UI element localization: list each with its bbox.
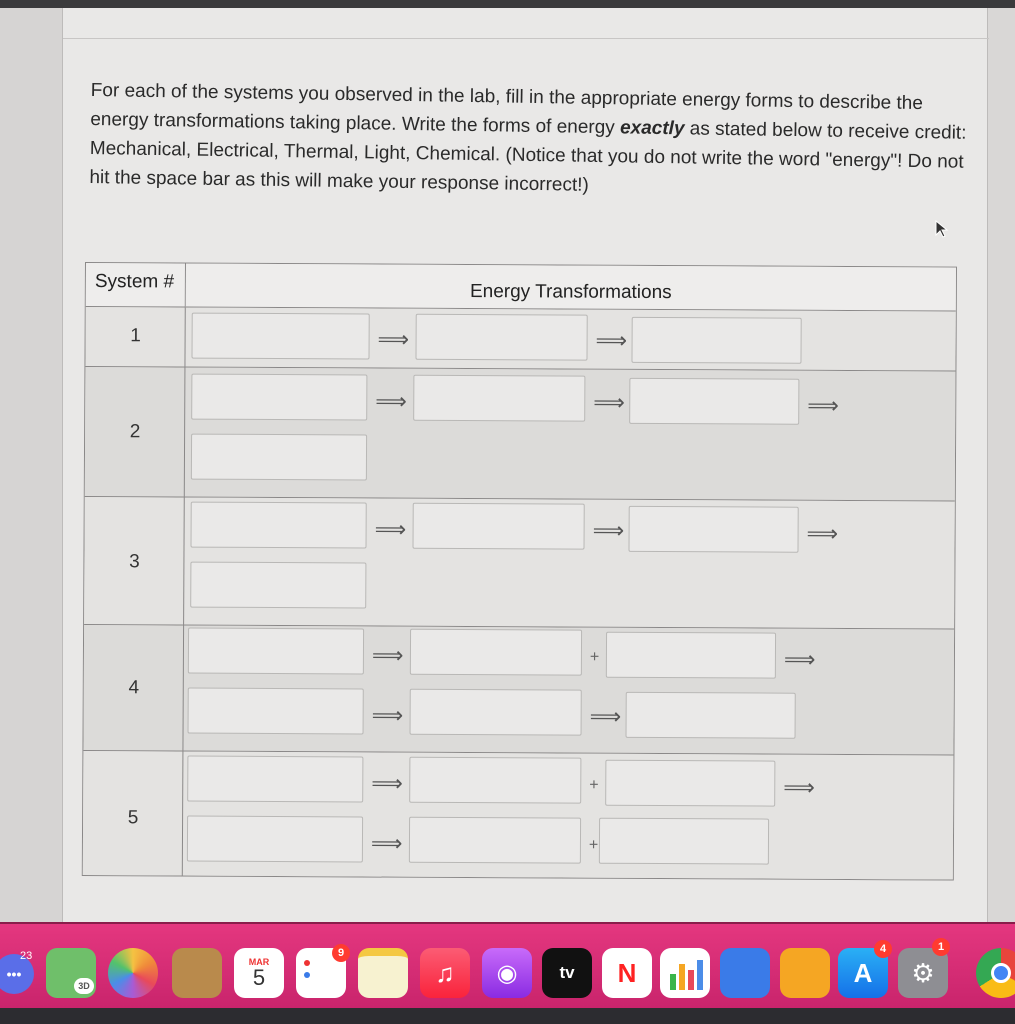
arrow-icon: ⟹ (807, 392, 839, 418)
answer-input-3-1[interactable] (191, 502, 367, 549)
page-divider (63, 38, 989, 39)
arrow-icon: ⟹ (371, 770, 403, 796)
answer-input-5-6[interactable] (599, 818, 769, 865)
header-energy-transformations: Energy Transformations (186, 264, 956, 312)
system-number: 5 (127, 807, 139, 829)
mouse-cursor-icon (935, 220, 949, 238)
left-margin (0, 8, 62, 922)
answer-input-3-4[interactable] (190, 562, 366, 609)
answer-input-4-2[interactable] (410, 629, 582, 676)
plus-icon: + (589, 648, 600, 666)
answer-input-5-1[interactable] (187, 756, 363, 803)
macos-dock (0, 922, 1015, 1024)
reminders-badge: 9 (332, 944, 350, 962)
tv-label: tv (559, 963, 575, 982)
right-scroll-area[interactable] (988, 8, 1015, 922)
calendar-month: MAR (248, 957, 270, 967)
app-store-badge: 4 (874, 940, 892, 958)
system-number: 3 (129, 551, 140, 573)
answer-input-4-1[interactable] (188, 628, 364, 675)
photos-icon[interactable] (108, 948, 158, 998)
arrow-icon: ⟹ (783, 646, 816, 672)
answer-input-4-4[interactable] (188, 688, 364, 735)
answer-input-5-4[interactable] (187, 816, 363, 863)
dock-bottom-bezel (0, 1008, 1015, 1024)
system-row-2 (85, 367, 956, 502)
arrow-icon: ⟹ (806, 520, 839, 546)
numbers-icon[interactable] (660, 948, 710, 998)
system-row-4 (83, 625, 954, 756)
answer-input-4-3[interactable] (606, 632, 776, 679)
answer-input-5-5[interactable] (409, 817, 581, 864)
plus-icon: + (588, 836, 599, 854)
system-number-cell (84, 497, 185, 625)
question-instructions (89, 76, 971, 206)
calendar-day: 5 (252, 965, 266, 990)
arrow-icon: ⟹ (374, 516, 407, 542)
answer-input-4-6[interactable] (626, 692, 796, 739)
answer-input-1-2[interactable] (415, 314, 587, 361)
answer-input-1-3[interactable] (631, 317, 801, 364)
system-preferences-badge: 1 (932, 938, 950, 956)
energy-transformations-table (82, 262, 957, 881)
keynote-icon[interactable] (720, 948, 770, 998)
maps-3d-label: 3D (74, 978, 94, 994)
arrow-icon: ⟹ (375, 388, 407, 414)
system-number-cell (85, 307, 185, 367)
answer-input-2-2[interactable] (413, 375, 585, 422)
apple-tv-icon[interactable] (542, 948, 592, 998)
system-row-5 (83, 751, 954, 880)
dock-bar (0, 922, 1015, 1008)
arrow-icon: ⟹ (371, 702, 404, 728)
podcasts-icon[interactable]: ◉ (482, 948, 532, 998)
answer-input-2-3[interactable] (629, 378, 799, 425)
system-number: 1 (130, 325, 141, 347)
system-row-1 (85, 307, 955, 372)
messages-badge: 23 (20, 950, 33, 962)
instructions-text-2: as stated below to receive credit: Mechanical, Electrical, Thermal, Light, Chemical. (Notice that you do not write the word "energy"! Do not hit the space bar as this will make your response incorrect!) (89, 118, 967, 196)
chrome-icon[interactable] (976, 948, 1015, 998)
arrow-icon: ⟹ (592, 517, 625, 543)
arrow-icon: ⟹ (370, 830, 403, 856)
app-store-icon[interactable]: A (838, 948, 888, 998)
answer-input-2-1[interactable] (191, 374, 367, 421)
header-system-number: System # (86, 263, 186, 308)
music-icon[interactable]: ♫ (420, 948, 470, 998)
system-row-3 (84, 497, 955, 630)
arrow-icon: ⟹ (589, 703, 622, 729)
answer-input-5-3[interactable] (605, 760, 775, 807)
system-number-cell (83, 751, 184, 876)
system-preferences-icon[interactable]: ⚙ (898, 948, 948, 998)
news-icon[interactable]: N (602, 948, 652, 998)
contacts-icon[interactable] (172, 948, 222, 998)
system-number: 4 (128, 677, 140, 699)
instructions-emphasis: exactly (619, 117, 685, 140)
arrow-icon: ⟹ (377, 326, 410, 352)
system-number-cell (85, 367, 186, 497)
answer-input-2-4[interactable] (191, 434, 367, 481)
arrow-icon: ⟹ (595, 327, 628, 353)
arrow-icon: ⟹ (593, 389, 625, 415)
quiz-page (62, 8, 988, 922)
maps-icon[interactable] (46, 948, 96, 998)
arrow-icon: ⟹ (783, 774, 815, 800)
system-number: 2 (129, 421, 141, 443)
arrow-icon: ⟹ (371, 642, 404, 668)
system-number-cell (83, 625, 184, 751)
answer-input-3-2[interactable] (413, 503, 585, 550)
messages-icon[interactable]: ••• (0, 954, 34, 994)
pages-icon[interactable] (780, 948, 830, 998)
notes-icon[interactable] (358, 948, 408, 998)
plus-icon: + (589, 776, 599, 794)
answer-input-1-1[interactable] (191, 313, 369, 360)
top-bezel (0, 0, 1015, 8)
calendar-icon[interactable] (234, 948, 284, 998)
answer-input-4-5[interactable] (410, 689, 582, 736)
answer-input-5-2[interactable] (409, 757, 581, 804)
answer-input-3-3[interactable] (628, 506, 798, 553)
instructions-text-1: For each of the systems you observed in the lab, fill in the appropriate energy forms to describe the energy transformations taking place. Write the forms of energy (90, 79, 924, 139)
